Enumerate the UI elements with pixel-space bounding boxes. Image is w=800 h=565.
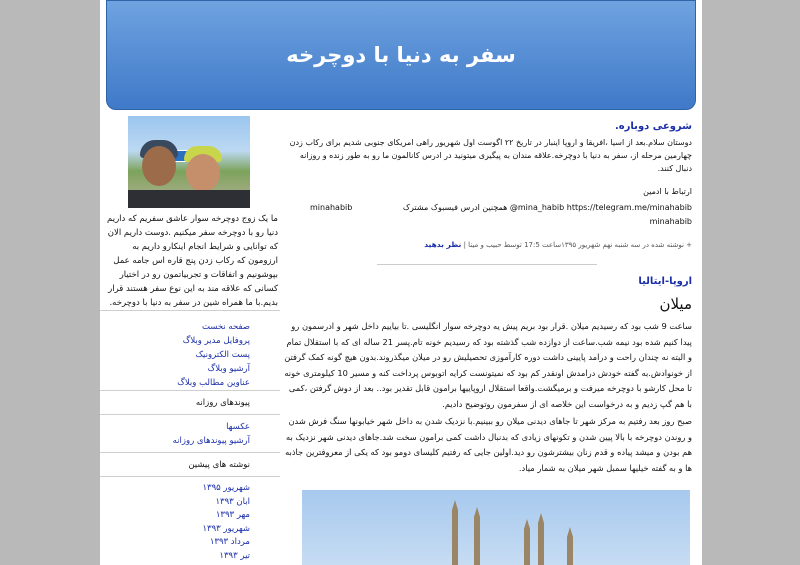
archive-item[interactable]: مرداد ۱۳۹۳ — [209, 537, 250, 547]
contact-label: ارتباط با ادمین — [643, 187, 692, 196]
divider — [100, 452, 280, 453]
post-title[interactable]: شروعی دوباره. — [614, 121, 692, 132]
cyclist-face — [142, 146, 176, 186]
contact-line: mina_habib https://telegram.me/minahabib@ همچنین ادرس فیسبوک مشترک — [402, 203, 692, 212]
about-text: ما یک زوج دوچرخه سوار عاشق سفریم که داریم دنیا رو با دوچرخه سفر میکنیم .دوست داریم الان که توانایی و شرایط انجام اینکارو داریم به ارزومون که رکاب زدن پنج قاره اس جامه عمل بپوشونیم و اتفاقات و تجربیاتمون رو در اختیار کسانی که علاقه مند به این نوع سفر هستند قرار بدیم.با ما همراه شین در سفر به دنیا با دوچرخه. — [107, 214, 278, 308]
post-body: دوستان سلام.بعد از اسیا ،افریقا و اروپا اینبار در تاریخ ۲۲ اگوست اول شهریور راهی امریکای جنوبی شدیم برای رکاب زدن چهارمین مرحله از، سفر به دنیا با دوچرخه.علاقه مندان به پیگیری میتونید در ادرس کانالمون ما رو به طور زنده و روزانه دنبال کنند. — [289, 138, 692, 173]
divider — [100, 414, 280, 415]
spire — [452, 510, 458, 565]
contact-name-2: minahabib — [649, 217, 692, 226]
recent-posts-heading: نوشته های پیشین — [188, 460, 250, 470]
comment-link[interactable]: نظر بدهید — [424, 240, 462, 249]
avatar — [128, 116, 250, 208]
link-home[interactable]: صفحه نخست — [201, 322, 250, 332]
link-email[interactable]: پست الکترونیک — [195, 350, 250, 360]
post-title[interactable]: اروپا-ایتالیا — [638, 276, 692, 287]
archive-item[interactable]: مهر ۱۳۹۳ — [215, 510, 250, 520]
blog-title[interactable]: سفر به دنیا با دوچرخه — [286, 43, 516, 67]
post-meta — [282, 238, 692, 252]
daily-links-heading: پیوندهای روزانه — [195, 398, 250, 408]
jersey — [128, 190, 250, 208]
cyclist-face — [186, 154, 220, 192]
divider — [100, 390, 280, 391]
archive-list — [100, 482, 250, 563]
sidebar — [100, 112, 280, 565]
archive-item[interactable]: ابان ۱۳۹۳ — [215, 496, 250, 507]
link-post-titles[interactable]: عناوین مطالب وبلاگ — [177, 378, 250, 388]
contact-block — [282, 185, 692, 228]
post-meta-text: + نوشته شده در سه شنبه نهم شهریور ۱۳۹۵ساعت 17:5 توسط حبیب و مینا | — [463, 241, 692, 249]
link-profile[interactable]: پروفایل مدیر وبلاگ — [182, 336, 250, 346]
blog-header — [106, 0, 696, 110]
link-photos[interactable]: عکسها — [226, 422, 250, 432]
spire — [524, 529, 530, 565]
daily-links — [100, 420, 250, 448]
archive-item[interactable]: تیر ۱۳۹۳ — [219, 550, 250, 561]
divider — [100, 476, 280, 477]
spire — [474, 517, 480, 565]
contact-row — [282, 201, 692, 215]
archive-item[interactable]: شهریور ۱۳۹۳ — [202, 523, 250, 534]
post-paragraph: صبح روز بعد رفتیم به مرکز شهر تا جاهای دیدنی میلان رو ببینیم.با نزدیک شدن به داخل شهر خیابونها سنگ فرش شدن و روندن دوچرخه با بالا پیین شدن و تکونهای زیادی که بدنبال داشت کمی برامون سخت شد.جاهای دیدنی شهر نزدیک به هم بودن و میشد پیاده و قدم زنان بیشترشون رو دید.اولین جایی که رفتیم کلیسای دومو بود که یکی از معروفترین جاذبه ها و به گفته خیلیها سمبل شهر میلان به شمار میاد. — [285, 416, 692, 473]
divider — [100, 310, 280, 311]
post-paragraph: ساعت 9 شب بود که رسیدیم میلان .قرار بود بریم پیش یه دوچرخه سوار انگلیسی .تا بیاییم داخل شهر و ادرسمون رو پیدا کنیم شده بود نیمه شب.ساعت از دوازده شب گذشته بود که رسیدیم خونه تام.پسر 21 ساله ای که با استقلال تمام و البته نه چندان راحت و درامد پایینی داشت دوره کارآموزی تحصیلیش رو در میلان میگذروند.بدون هیچ گونه کمک گرفتن از خونوادش.به گفته خودش درامدش اونقدر کم بود که نمیتونست کرایه اتوبوس پرداخت کنه و مسیر 10 کیلومتری خونه تا محل کارشو با دوچرخه میرفت و برمیگشت.واقعا استقلال اروپاییها برامون قابل تقدیر بود.. بعد از دوش گرفتن ،کمی با هم گپ زدیم و به درخواست این خلاصه ای از سفرمون روتوضیح دادیم. — [284, 321, 692, 409]
page — [100, 0, 702, 565]
post-separator — [377, 264, 597, 265]
archive-item[interactable]: شهریور ۱۳۹۵ — [202, 483, 250, 493]
link-daily-archive[interactable]: آرشیو پیوندهای روزانه — [172, 436, 250, 446]
main-content — [282, 112, 692, 565]
spire — [567, 537, 573, 565]
contact-name: minahabib — [310, 203, 353, 212]
post-photo-cathedral — [302, 490, 690, 565]
spire — [538, 523, 544, 565]
link-archive[interactable]: آرشیو وبلاگ — [207, 364, 250, 374]
sidebar-links — [100, 320, 250, 390]
post-subtitle: میلان — [659, 295, 692, 313]
